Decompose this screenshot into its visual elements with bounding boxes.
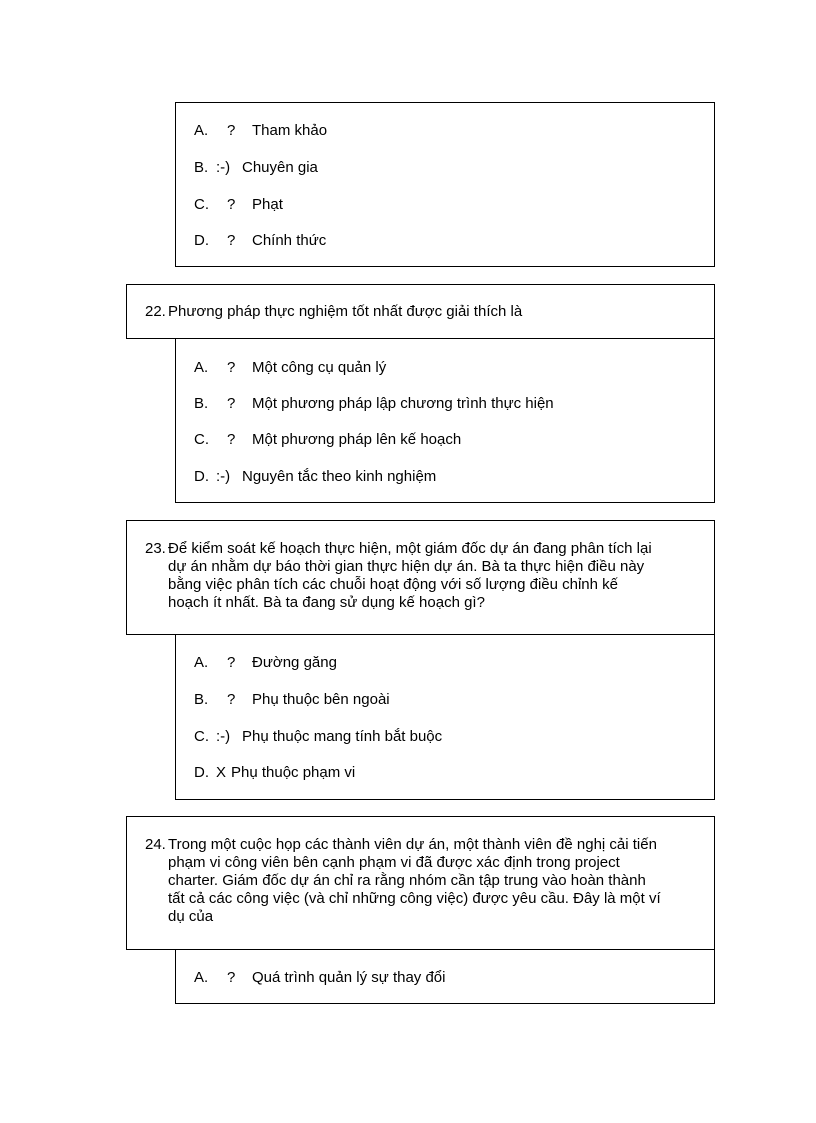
question-box-q24: 24. Trong một cuộc họp các thành viên dự án, một thành viên đề nghị cải tiến phạm vi công viên bên cạnh phạm vi đã được xác định trong project charter. Giám đốc dự án chỉ ra rằng nhóm cần tập trung vào hoàn thành tất cả các công việc (và chỉ những công việc) được yêu cầu. Đây là một ví dụ của [126, 816, 715, 950]
options-box-q23 [175, 634, 715, 800]
option-a[interactable]: A. ? Tham khảo [194, 122, 328, 139]
option-b[interactable]: B. ? Phụ thuộc bên ngoài [194, 691, 390, 708]
option-a[interactable]: A. ? Quá trình quản lý sự thay đổi [194, 969, 446, 986]
question-number: 24. [145, 836, 166, 853]
question-number: 23. [145, 540, 166, 557]
option-c[interactable]: C. ? Một phương pháp lên kế hoạch [194, 431, 462, 448]
option-c[interactable]: C. :-) Phụ thuộc mang tính bắt buộc [194, 728, 443, 745]
option-b[interactable]: B. ? Một phương pháp lập chương trình thực hiện [194, 395, 554, 412]
option-a[interactable]: A. ? Một công cụ quản lý [194, 359, 387, 376]
question-box-q23: 23. Để kiểm soát kế hoạch thực hiện, một giám đốc dự án đang phân tích lại dự án nhằm dự báo thời gian thực hiện dự án. Bà ta thực hiện điều này bằng việc phân tích các chuỗi hoạt động với số lượng điều chỉnh kế hoạch ít nhất. Bà ta đang sử dụng kế hoạch gì? [126, 520, 715, 635]
option-d[interactable]: D. ? Chính thức [194, 232, 327, 249]
option-d[interactable]: D. :-) Nguyên tắc theo kinh nghiệm [194, 468, 437, 485]
options-box-q22 [175, 338, 715, 503]
option-c[interactable]: C. ? Phạt [194, 196, 283, 213]
option-b[interactable]: B. :-) Chuyên gia [194, 159, 318, 176]
question-box-q22: 22. Phương pháp thực nghiệm tốt nhất được giải thích là [126, 284, 715, 339]
options-box-q24 [175, 949, 715, 1004]
options-box-q21 [175, 102, 715, 267]
option-d[interactable]: D. X Phụ thuộc phạm vi [194, 764, 356, 781]
question-number: 22. [145, 303, 166, 320]
option-a[interactable]: A. ? Đường găng [194, 654, 337, 671]
